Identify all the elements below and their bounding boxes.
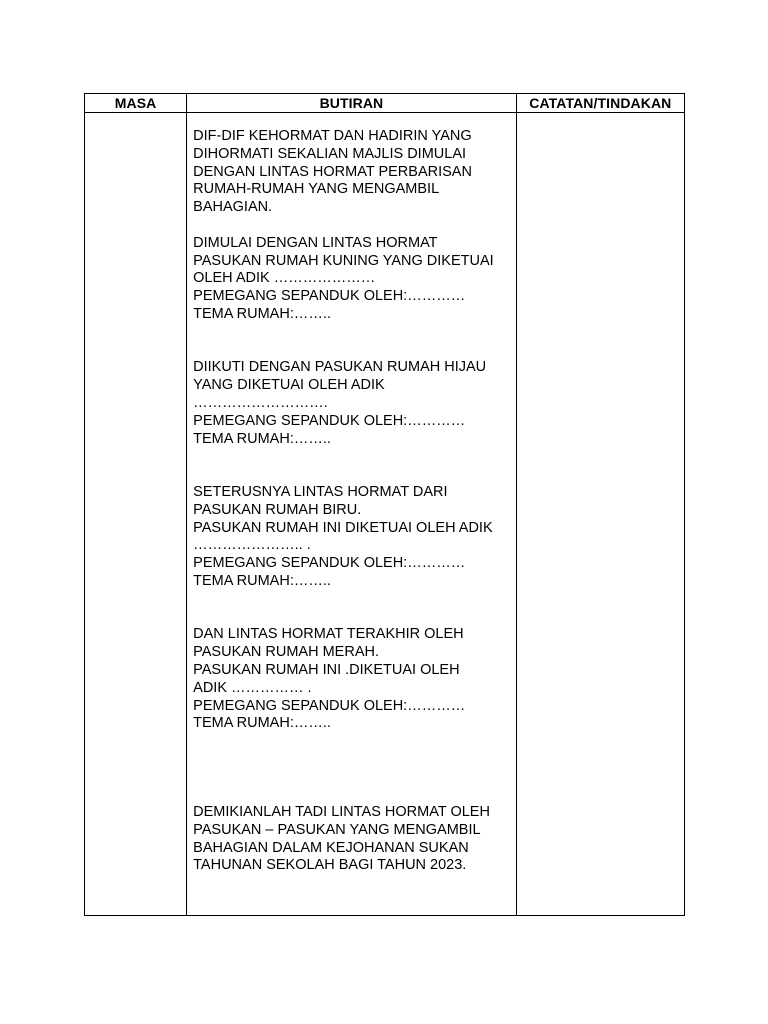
- header-catatan: CATATAN/TINDAKAN: [516, 94, 684, 113]
- paragraph-line: RUMAH-RUMAH YANG MENGAMBIL: [193, 181, 440, 198]
- paragraph-line: BAHAGIAN.: [193, 199, 273, 216]
- catatan-cell: [516, 113, 684, 916]
- paragraph-line: TEMA RUMAH:……..: [193, 715, 331, 732]
- paragraph-closing: [193, 804, 510, 875]
- paragraph-line: PEMEGANG SEPANDUK OLEH:…………: [193, 697, 466, 714]
- paragraph-line: PEMEGANG SEPANDUK OLEH:…………: [193, 555, 466, 572]
- paragraph-line: DIIKUTI DENGAN PASUKAN RUMAH HIJAU: [193, 359, 487, 376]
- paragraph-line: TEMA RUMAH:……..: [193, 430, 331, 447]
- spacer: [193, 591, 510, 627]
- paragraph-line: DIF-DIF KEHORMAT DAN HADIRIN YANG: [193, 128, 472, 144]
- paragraph-line: PEMEGANG SEPANDUK OLEH:…………: [193, 412, 466, 429]
- paragraph-line: PASUKAN RUMAH KUNING YANG DIKETUAI: [193, 252, 494, 269]
- header-butiran: BUTIRAN: [187, 94, 517, 113]
- paragraph-rumah-hijau: [193, 359, 510, 448]
- paragraph-line: ………………….. .: [193, 537, 311, 554]
- paragraph-rumah-kuning: [193, 235, 510, 324]
- paragraph-line: YANG DIKETUAI OLEH ADIK: [193, 377, 385, 394]
- paragraph-line: DIHORMATI SEKALIAN MAJLIS DIMULAI: [193, 145, 467, 162]
- content-row: [85, 113, 685, 916]
- paragraph-line: PASUKAN RUMAH MERAH.: [193, 644, 379, 661]
- paragraph-line: BAHAGIAN DALAM KEJOHANAN SUKAN: [193, 839, 469, 856]
- paragraph-line: TEMA RUMAH:……..: [193, 305, 331, 322]
- paragraph-line: PASUKAN RUMAH INI .DIKETUAI OLEH: [193, 661, 460, 678]
- paragraph-line: SETERUSNYA LINTAS HORMAT DARI: [193, 483, 448, 500]
- paragraph-line: DIMULAI DENGAN LINTAS HORMAT: [193, 234, 438, 251]
- butiran-cell: [187, 113, 517, 916]
- paragraph-line: PASUKAN – PASUKAN YANG MENGAMBIL: [193, 821, 481, 838]
- paragraph-line: PEMEGANG SEPANDUK OLEH:…………: [193, 288, 466, 305]
- paragraph-rumah-biru: [193, 484, 510, 591]
- spacer: [193, 733, 510, 804]
- paragraph-line: PASUKAN RUMAH BIRU.: [193, 501, 362, 518]
- schedule-table: [84, 93, 685, 916]
- header-row: [85, 94, 685, 113]
- spacer: [193, 217, 510, 235]
- paragraph-line: ADIK …………… .: [193, 679, 312, 696]
- spacer: [193, 324, 510, 360]
- paragraph-line: DAN LINTAS HORMAT TERAKHIR OLEH: [193, 626, 464, 643]
- paragraph-line: ……………………….: [193, 394, 328, 411]
- paragraph-line: TAHUNAN SEKOLAH BAGI TAHUN 2023.: [193, 857, 467, 874]
- paragraph-opening: [193, 128, 510, 217]
- header-masa: MASA: [85, 94, 187, 113]
- paragraph-line: TEMA RUMAH:……..: [193, 572, 331, 589]
- paragraph-line: PASUKAN RUMAH INI DIKETUAI OLEH ADIK: [193, 519, 493, 536]
- masa-cell: [85, 113, 187, 916]
- paragraph-line: DEMIKIANLAH TADI LINTAS HORMAT OLEH: [193, 804, 490, 821]
- paragraph-line: OLEH ADIK …………………: [193, 270, 376, 287]
- paragraph-rumah-merah: [193, 626, 510, 733]
- spacer: [193, 448, 510, 484]
- paragraph-line: DENGAN LINTAS HORMAT PERBARISAN: [193, 163, 472, 180]
